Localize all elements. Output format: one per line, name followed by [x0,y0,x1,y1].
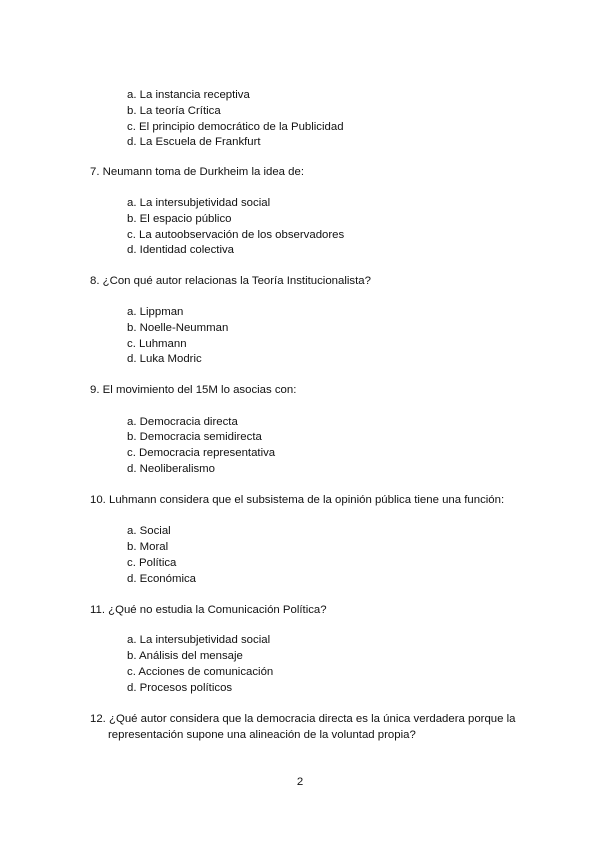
question-text: 10. Luhmann considera que el subsistema de la opinión pública tiene una función: [90,494,505,506]
question-text: 7. Neumann toma de Durkheim la idea de: [90,166,305,178]
question-text: 8. ¿Con qué autor relacionas la Teoría Institucionalista? [90,275,371,287]
option-item: d. La Escuela de Frankfurt [127,136,261,148]
option-item: d. Neoliberalismo [127,463,215,475]
option-item: c. El principio democrático de la Publicidad [127,121,344,133]
option-item: b. El espacio público [127,213,232,225]
option-item: b. La teoría Crítica [127,105,221,117]
option-item: c. Política [127,557,177,569]
question-text: 9. El movimiento del 15M lo asocias con: [90,384,297,396]
option-item: a. La intersubjetividad social [127,634,271,646]
question-text: 12. ¿Qué autor considera que la democracia directa es la única verdadera porque la [90,713,516,725]
page-number: 2 [296,776,304,788]
option-item: d. Luka Modric [127,353,202,365]
option-item: a. La instancia receptiva [127,89,250,101]
question-text-continuation: representación supone una alineación de la voluntad propia? [108,729,416,741]
option-item: c. Luhmann [127,338,187,350]
option-item: c. Acciones de comunicación [127,666,274,678]
option-item: d. Procesos políticos [127,682,233,694]
option-item: b. Noelle-Neumman [127,322,229,334]
option-item: b. Análisis del mensaje [127,650,243,662]
option-item: c. La autoobservación de los observadores [127,229,345,241]
question-text: 11. ¿Qué no estudia la Comunicación Política? [90,604,327,616]
option-item: a. Lippman [127,306,184,318]
option-item: a. Social [127,525,171,537]
option-item: b. Moral [127,541,169,553]
option-item: d. Económica [127,573,197,585]
option-item: d. Identidad colectiva [127,244,235,256]
option-item: b. Democracia semidirecta [127,431,262,443]
option-item: c. Democracia representativa [127,447,276,459]
option-item: a. Democracia directa [127,416,238,428]
option-item: a. La intersubjetividad social [127,197,271,209]
